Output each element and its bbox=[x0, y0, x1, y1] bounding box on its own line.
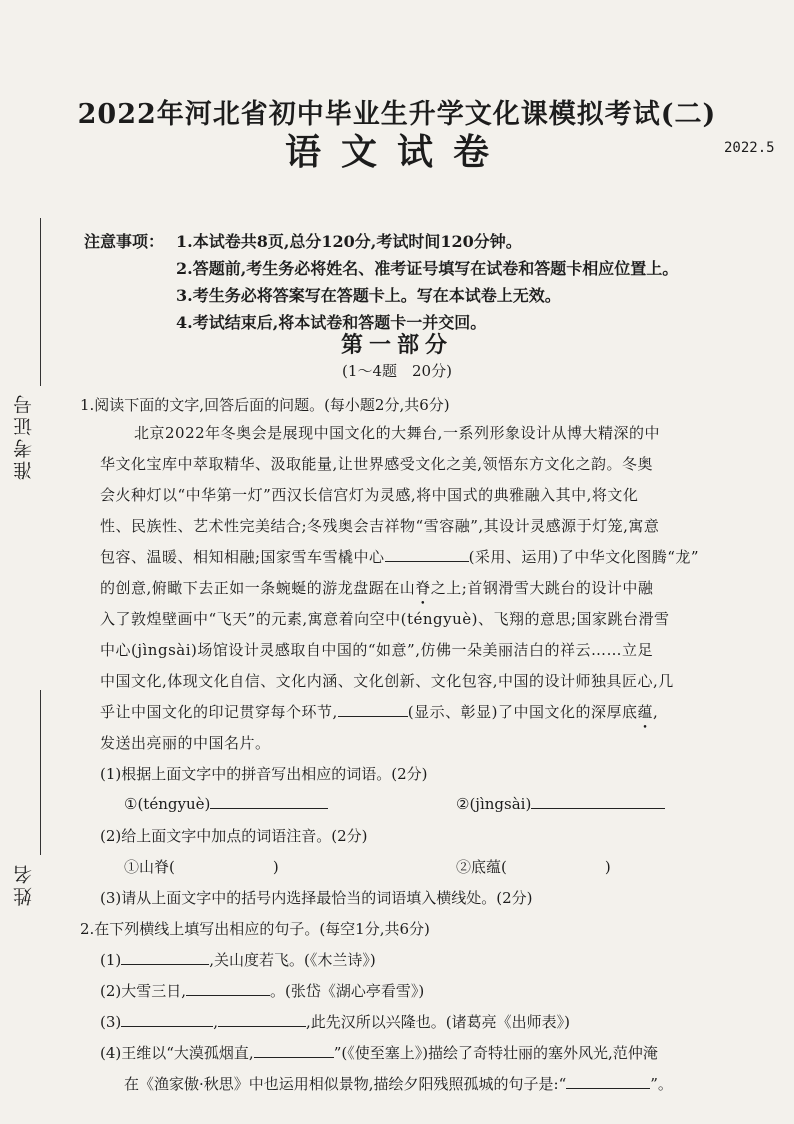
q1-line: 乎让中国文化的印记贯穿每个环节, (显示、彰显)了中国文化的深厚底蕴, bbox=[100, 703, 659, 721]
answer-blank[interactable] bbox=[385, 547, 469, 562]
q1-line: 中国文化,体现文化自信、文化内涵、文化创新、文化包容,中国的设计师独具匠心,几 bbox=[100, 672, 674, 690]
q1-line: 华文化宝库中萃取精华、汲取能量,让世界感受文化之美,领悟东方文化之韵。冬奥 bbox=[100, 455, 654, 473]
answer-blank[interactable] bbox=[121, 950, 209, 965]
dotted-char: 脊 bbox=[415, 579, 431, 597]
answer-blank[interactable] bbox=[210, 794, 328, 809]
name-line bbox=[40, 690, 41, 855]
id-number-label: 准考证号 bbox=[13, 392, 35, 480]
q1-sub1: (1)根据上面文字中的拼音写出相应的词语。(2分) bbox=[100, 765, 428, 783]
q2-line: (4)王维以“大漠孤烟直, ”(《使至塞上》)描绘了奇特壮丽的塞外风光,范仲淹 bbox=[100, 1044, 658, 1062]
q2-line: 在《渔家傲·秋思》中也运用相似景物,描绘夕阳残照孤城的句子是:“ ”。 bbox=[124, 1075, 673, 1093]
q1-stem: 1.阅读下面的文字,回答后面的问题。(每小题2分,共6分) bbox=[80, 396, 450, 414]
notice-item: 2.答题前,考生务必将姓名、准考证号填写在试卷和答题卡相应位置上。 bbox=[176, 259, 679, 278]
dotted-char: 蕴 bbox=[637, 703, 654, 721]
answer-blank[interactable] bbox=[338, 702, 408, 717]
q2-stem: 2.在下列横线上填写出相应的句子。(每空1分,共6分) bbox=[80, 920, 430, 938]
q1-line: 的创意,俯瞰下去正如一条蜿蜒的游龙盘踞在山脊之上;首钢滑雪大跳台的设计中融 bbox=[100, 579, 654, 597]
answer-blank[interactable] bbox=[121, 1012, 213, 1027]
part-title: 第一部分 bbox=[340, 332, 453, 358]
q1-sub2: (2)给上面文字中加点的词语注音。(2分) bbox=[100, 827, 368, 845]
q1-line: 性、民族性、艺术性完美结合;冬残奥会吉祥物“雪容融”,其设计灵感源于灯笼,寓意 bbox=[100, 517, 660, 535]
q2-line: (2)大雪三日, 。(张岱《湖心亭看雪》) bbox=[100, 982, 425, 1000]
q2-line: (1) ,关山度若飞。(《木兰诗》) bbox=[100, 951, 376, 969]
answer-blank[interactable] bbox=[531, 794, 665, 809]
notice-item: 1.本试卷共8页,总分120分,考试时间120分钟。 bbox=[176, 232, 522, 251]
name-label: 姓名 bbox=[13, 862, 35, 906]
q1-sub1-b: ②(jìngsài) bbox=[456, 794, 665, 813]
q1-sub2-a: ①山脊( ) bbox=[124, 858, 279, 876]
answer-blank[interactable] bbox=[566, 1074, 650, 1089]
subject-title: 语文试卷 bbox=[284, 131, 509, 173]
answer-blank[interactable] bbox=[186, 981, 270, 996]
q1-line: 北京2022年冬奥会是展现中国文化的大舞台,一系列形象设计从博大精深的中 bbox=[134, 424, 660, 442]
q1-line: 入了敦煌壁画中“飞天”的元素,寓意着向空中(téngyuè)、飞翔的意思;国家跳台滑雪 bbox=[100, 610, 670, 628]
answer-blank[interactable] bbox=[254, 1043, 334, 1058]
q1-line: 发送出亮丽的中国名片。 bbox=[100, 734, 271, 752]
q1-line: 会火种灯以“中华第一灯”西汉长信宫灯为灵感,将中国式的典雅融入其中,将文化 bbox=[100, 486, 639, 504]
q2-line: (3) , ,此先汉所以兴隆也。(诸葛亮《出师表》) bbox=[100, 1013, 571, 1031]
exam-date: 2022.5 bbox=[724, 140, 775, 156]
q1-line: 包容、温暖、相知相融;国家雪车雪橇中心 (采用、运用)了中华文化图腾“龙” bbox=[100, 548, 700, 566]
notice-label: 注意事项： bbox=[84, 232, 165, 251]
notice-item: 4.考试结束后,将本试卷和答题卡一并交回。 bbox=[176, 313, 487, 332]
q1-line: 中心(jìngsài)场馆设计灵感取自中国的“如意”,仿佛一朵美丽洁白的祥云……立足 bbox=[100, 641, 653, 659]
exam-title: 2022年河北省初中毕业生升学文化课模拟考试(二) bbox=[77, 99, 717, 130]
q1-sub1-a: ①(téngyuè) bbox=[124, 794, 328, 813]
q1-sub3: (3)请从上面文字中的括号内选择最恰当的词语填入横线处。(2分) bbox=[100, 889, 533, 907]
notice-item: 3.考生务必将答案写在答题卡上。写在本试卷上无效。 bbox=[176, 286, 561, 305]
q1-sub2-b: ②底蕴( ) bbox=[456, 858, 611, 876]
part-subtitle: (1～4题 20分) bbox=[342, 362, 452, 380]
answer-blank[interactable] bbox=[218, 1012, 306, 1027]
